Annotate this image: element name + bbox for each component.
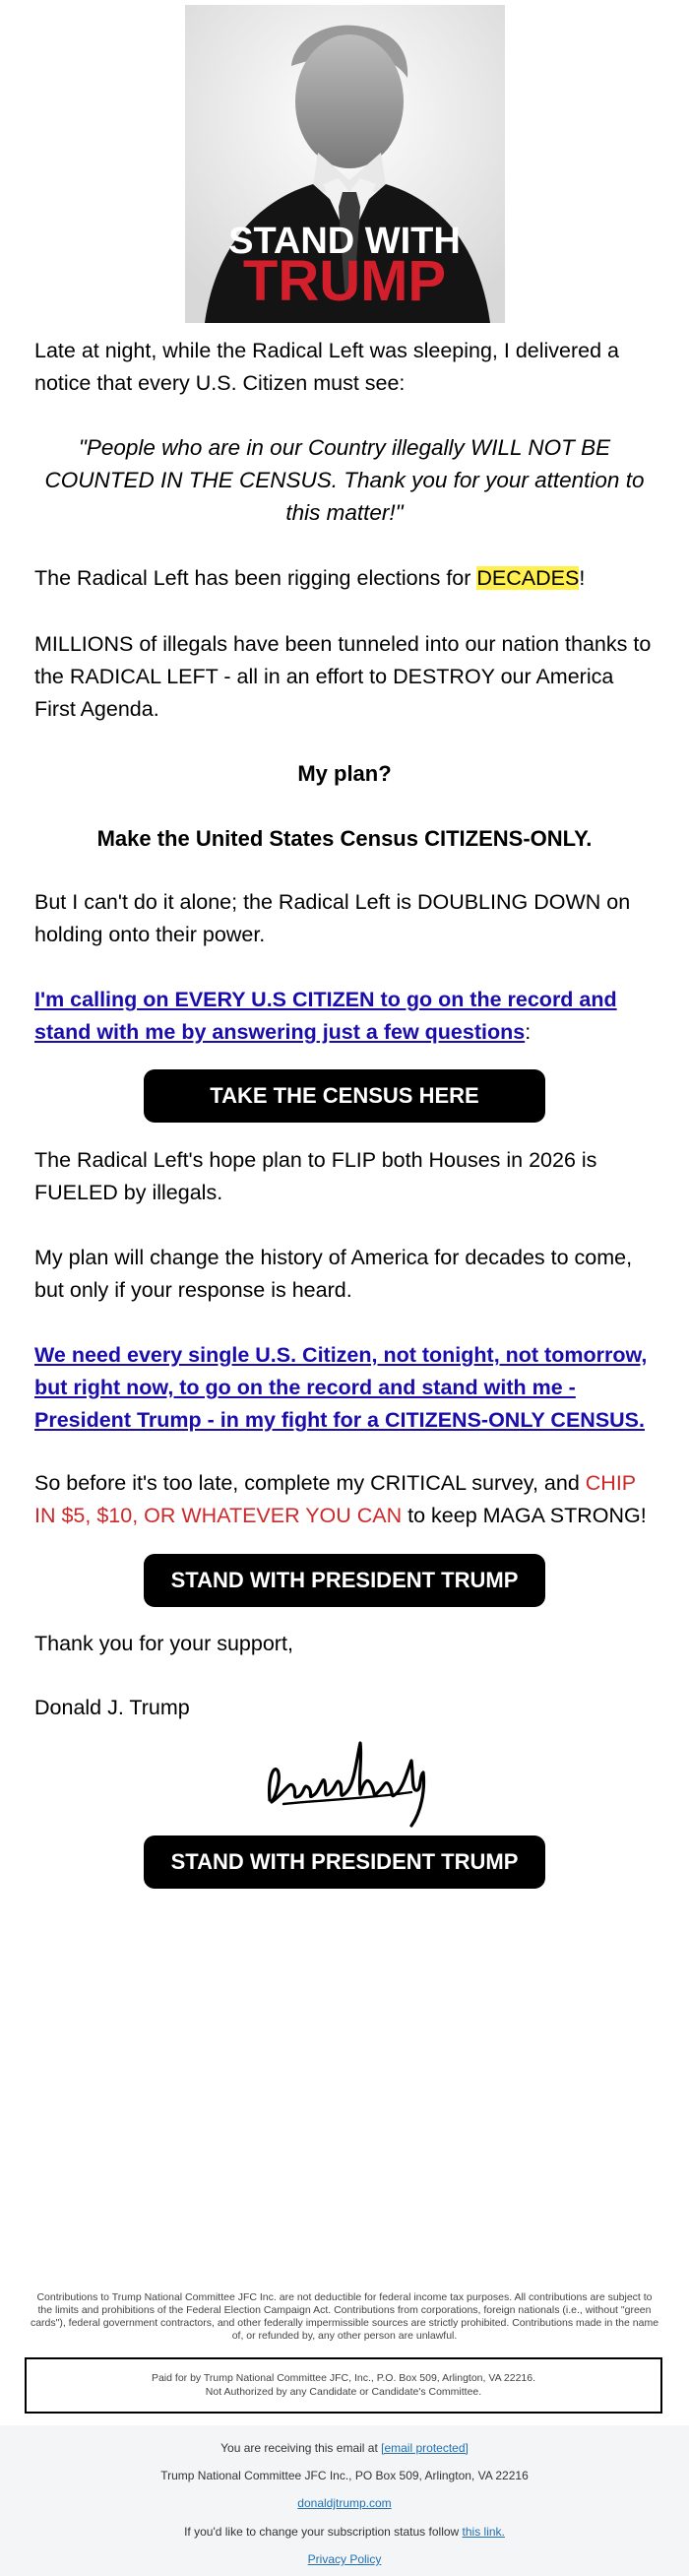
history-paragraph: My plan will change the history of America for decades to come, but only if your response is heard. bbox=[34, 1246, 633, 1302]
take-census-button[interactable]: TAKE THE CENSUS HERE bbox=[144, 1069, 545, 1123]
stand-with-trump-button-1[interactable]: STAND WITH PRESIDENT TRUMP bbox=[144, 1554, 545, 1607]
subscription-line bbox=[0, 2525, 689, 2539]
millions-paragraph: MILLIONS of illegals have been tunneled into our nation thanks to the RADICAL LEFT - all in an effort to DESTROY our America First Agenda. bbox=[34, 632, 652, 721]
paid-for-box bbox=[25, 2357, 662, 2414]
privacy-line bbox=[0, 2552, 689, 2566]
census-plan-heading: Make the United States Census CITIZENS-ONLY. bbox=[96, 826, 593, 851]
alone-paragraph: But I can't do it alone; the Radical Left is DOUBLING DOWN on holding onto their power. bbox=[34, 890, 631, 946]
hero-banner-image bbox=[185, 5, 505, 323]
need-paragraph bbox=[34, 1339, 655, 1437]
receiving-line bbox=[0, 2441, 689, 2455]
calling-paragraph bbox=[34, 984, 655, 1049]
calling-link[interactable]: I'm calling on EVERY U.S CITIZEN to go on the record and stand with me by answering just a few questions bbox=[34, 988, 617, 1044]
rigging-after: ! bbox=[579, 566, 586, 590]
my-plan-heading: My plan? bbox=[297, 761, 392, 786]
need-link[interactable]: We need every single U.S. Citizen, not tonight, not tomorrow, but right now, to go on the record and stand with me - President Trump - in my fight for a CITIZENS-ONLY CENSUS. bbox=[34, 1343, 648, 1432]
stand-with-trump-button-2[interactable]: STAND WITH PRESIDENT TRUMP bbox=[144, 1835, 545, 1889]
site-line bbox=[0, 2496, 689, 2510]
hero-line1: STAND WITH bbox=[228, 221, 461, 262]
chip-prefix: So before it's too late, complete my CRITICAL survey, and bbox=[34, 1471, 586, 1495]
hero-line2: TRUMP bbox=[242, 249, 447, 313]
calling-colon: : bbox=[525, 1020, 532, 1044]
subscription-link[interactable]: this link. bbox=[462, 2525, 505, 2539]
chip-in-red-text: CHIP IN $5, $10, OR WHATEVER YOU CAN bbox=[34, 1471, 636, 1527]
chip-in-paragraph bbox=[34, 1467, 655, 1532]
rigging-before: The Radical Left has been rigging elections for bbox=[34, 566, 477, 590]
signoff-name: Donald J. Trump bbox=[34, 1696, 190, 1719]
rigging-paragraph bbox=[34, 562, 655, 595]
intro-paragraph: Late at night, while the Radical Left was sleeping, I delivered a notice that every U.S. Citizen must see: bbox=[34, 339, 620, 395]
donaldjtrump-link[interactable]: donaldjtrump.com bbox=[297, 2496, 392, 2510]
privacy-policy-link[interactable]: Privacy Policy bbox=[307, 2552, 382, 2566]
receiving-prefix: You are receiving this email at bbox=[220, 2441, 382, 2455]
email-footer bbox=[0, 2425, 689, 2576]
not-authorized-line: Not Authorized by any Candidate or Candidate's Committee. bbox=[205, 2386, 482, 2398]
decades-highlight: DECADES bbox=[476, 566, 580, 590]
footer-address: Trump National Committee JFC Inc., PO Box 509, Arlington, VA 22216 bbox=[160, 2469, 529, 2482]
subscription-prefix: If you'd like to change your subscription status follow bbox=[184, 2525, 463, 2539]
email-address-link[interactable]: [email protected] bbox=[381, 2441, 469, 2455]
thanks-line: Thank you for your support, bbox=[34, 1632, 293, 1655]
contributions-disclaimer: Contributions to Trump National Committee JFC Inc. are not deductible for federal income tax purposes. All contributions are subject to the limits and prohibitions of the Federal Election Campaign Act. Contributions from corporations, foreign nationals (i.e., without "green cards"), federal government contractors, and other federally impermissible sources are strictly prohibited. Contributions made in the name of, or refunded by, any other person are unlawful. bbox=[30, 2291, 659, 2342]
chip-suffix: to keep MAGA STRONG! bbox=[402, 1504, 647, 1527]
flip-paragraph: The Radical Left's hope plan to FLIP both Houses in 2026 is FUELED by illegals. bbox=[34, 1148, 597, 1204]
quote-paragraph: "People who are in our Country illegally WILL NOT BE COUNTED IN THE CENSUS. Thank you for your attention to this matter!" bbox=[44, 435, 645, 525]
paid-for-line: Paid for by Trump National Committee JFC, Inc., P.O. Box 509, Arlington, VA 22216. bbox=[151, 2372, 536, 2384]
signature-image bbox=[264, 1731, 429, 1830]
hero-portrait-image bbox=[185, 5, 505, 323]
